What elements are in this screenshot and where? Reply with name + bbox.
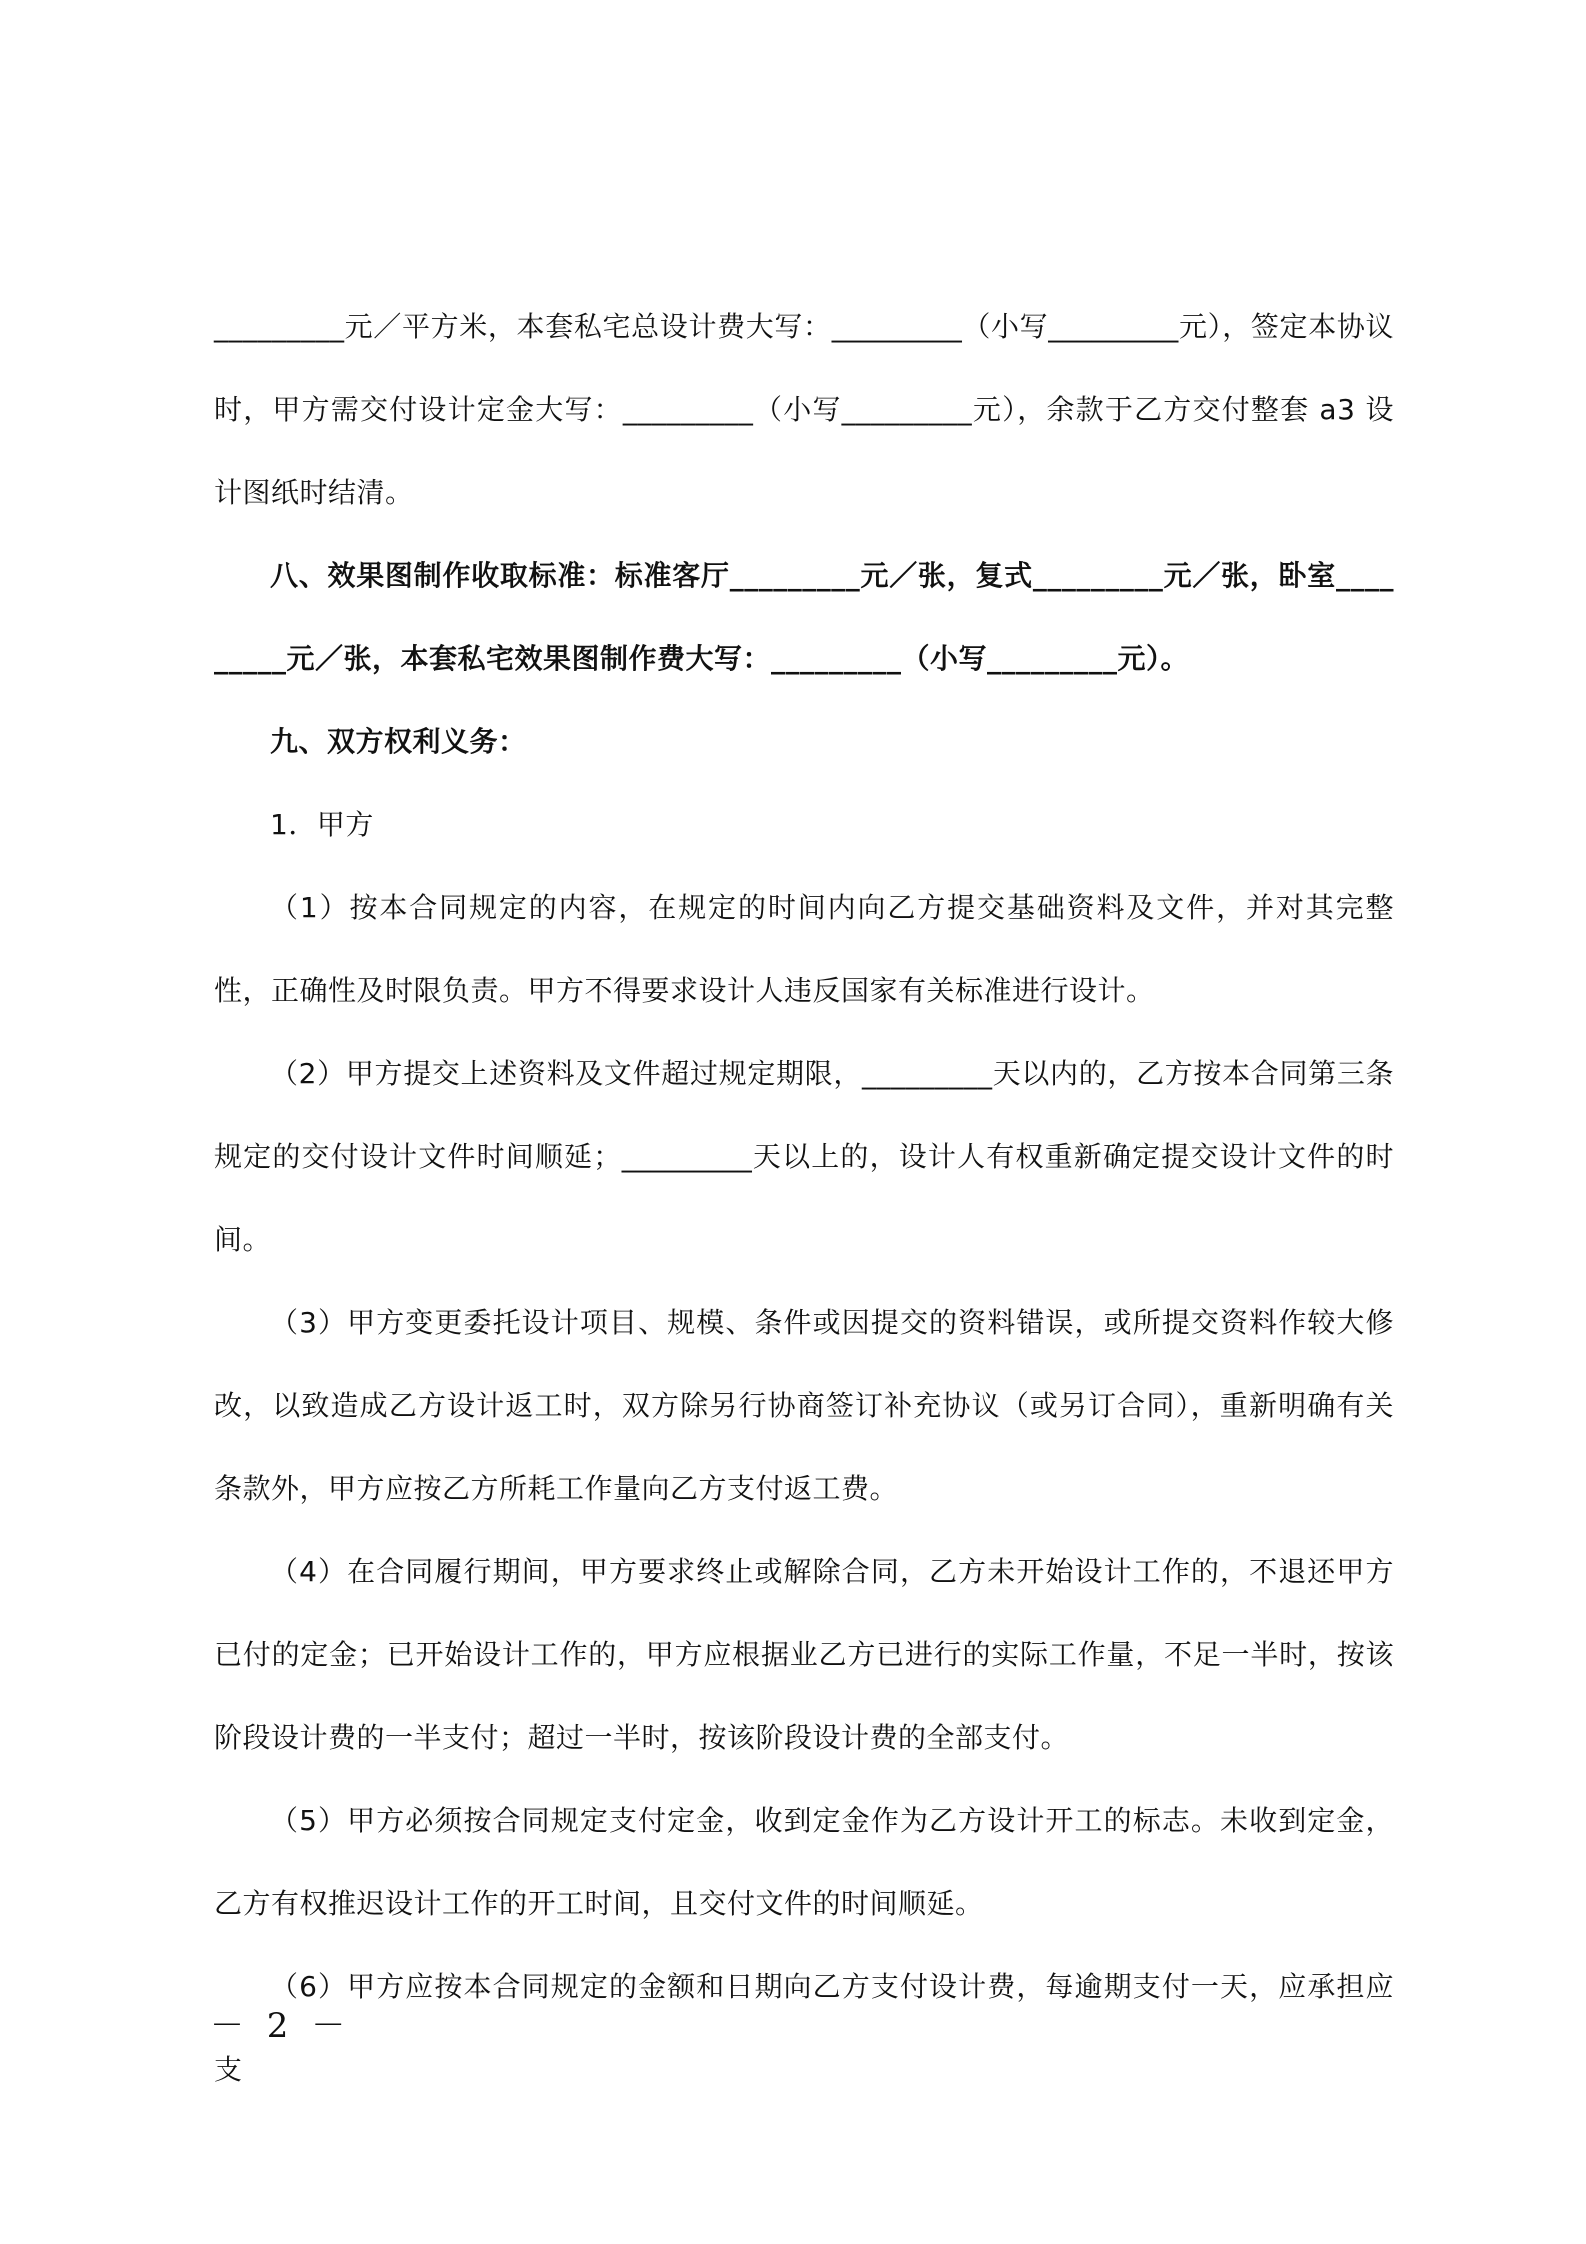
party-a-item-5: （5）甲方必须按合同规定支付定金，收到定金作为乙方设计开工的标志。未收到定金，乙方有权推迟设计工作的开工时间，且交付文件的时间顺延。 [214,1804,1394,1920]
paragraph-fee-continued: _________元／平方米，本套私宅总设计费大写：_________（小写_________元），签定本协议时，甲方需交付设计定金大写：_________（小写_________元），余款于乙方交付整套 a3 设计图纸时结清。 [214,310,1394,509]
party-a-item-6: （6）甲方应按本合同规定的金额和日期向乙方支付设计费，每逾期支付一天，应承担应支 [214,1970,1394,2086]
page-number: － 2 － [210,2006,352,2046]
party-a-item-1: （1）按本合同规定的内容，在规定的时间内向乙方提交基础资料及文件，并对其完整性，正确性及时限负责。甲方不得要求设计人违反国家有关标准进行设计。 [214,891,1394,1007]
section-8-effect-drawing-fees: 八、效果图制作收取标准：标准客厅_________元／张，复式_________元／张，卧室_________元／张，本套私宅效果图制作费大写：_________（小写_________元）。 [214,559,1394,675]
party-a-item-4: （4）在合同履行期间，甲方要求终止或解除合同，乙方未开始设计工作的，不退还甲方已付的定金；已开始设计工作的，甲方应根据业乙方已进行的实际工作量，不足一半时，按该阶段设计费的一半支付；超过一半时，按该阶段设计费的全部支付。 [214,1555,1394,1754]
document-body [214,285,1394,2111]
section-9-rights-obligations: 九、双方权利义务： [270,725,527,758]
party-a-heading: 1．甲方 [270,808,374,841]
party-a-item-3: （3）甲方变更委托设计项目、规模、条件或因提交的资料错误，或所提交资料作较大修改，以致造成乙方设计返工时，双方除另行协商签订补充协议（或另订合同），重新明确有关条款外，甲方应按乙方所耗工作量向乙方支付返工费。 [214,1306,1394,1505]
party-a-item-2: （2）甲方提交上述资料及文件超过规定期限，_________天以内的，乙方按本合同第三条规定的交付设计文件时间顺延；_________天以上的，设计人有权重新确定提交设计文件的时间。 [214,1057,1394,1256]
